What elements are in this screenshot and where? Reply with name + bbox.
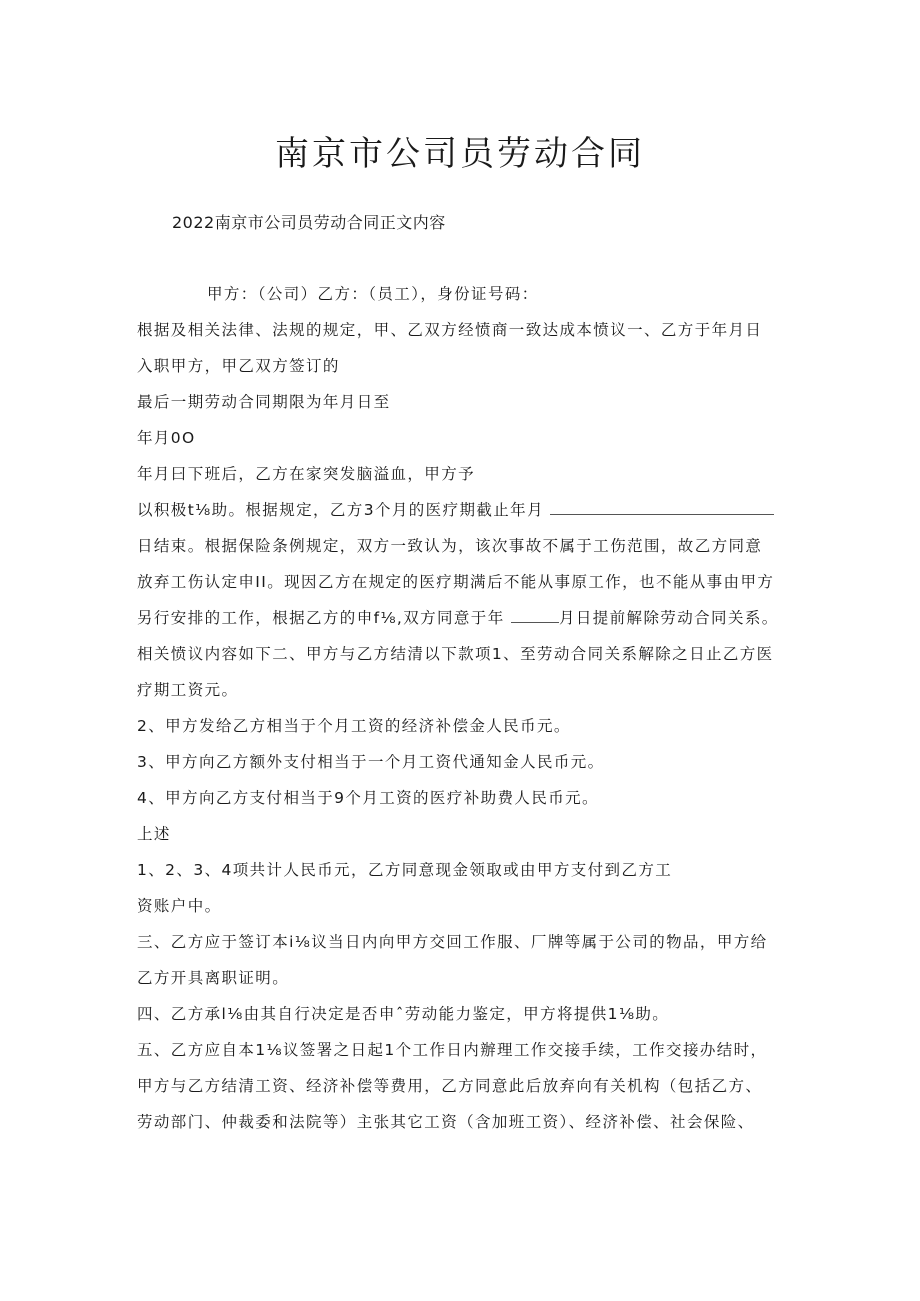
body-line: 相关愤议内容如下二、甲方与乙方结清以下款项1、至劳动合同关系解除之日止乙方医 [137, 645, 774, 663]
body-line: 另行安排的工作，根据乙方的申f⅛,双方同意于年 月日提前解除劳动合同关系。 [137, 609, 779, 627]
body-line: 1、2、3、4项共计人民币元，乙方同意现金领取或由甲方支付到乙方工 [137, 861, 673, 879]
body-line: 劳动部门、仲裁委和法院等）主张其它工资（含加班工资）、经济补偿、社会保险、 [137, 1113, 755, 1131]
body-line: 最后一期劳动合同期限为年月日至 [137, 393, 391, 411]
body-line: 乙方开具离职证明。 [137, 969, 290, 987]
body-line: 年月0O [137, 429, 196, 447]
document-title: 南京市公司员劳动合同 [275, 134, 645, 174]
body-line: 以积极t⅛助。根据规定，乙方3个月的医疗期截止年月 [137, 498, 787, 534]
document-body [137, 282, 787, 1146]
body-line: 三、乙方应于签订本i⅛议当日内向甲方交回工作服、厂牌等属于公司的物品，甲方给 [137, 933, 768, 951]
fill-blank [511, 608, 559, 623]
body-line: 甲方与乙方结清工资、经济补偿等费用，乙方同意此后放弃向有关机构（包括乙方、 [137, 1077, 763, 1095]
body-line: 2、甲方发给乙方相当于个月工资的经济补偿金人民币元。 [137, 717, 571, 735]
body-line: 日结束。根据保险条例规定，双方一致认为，该次事故不属于工伤范围，故乙方同意 [137, 537, 763, 555]
body-line: 4、甲方向乙方支付相当于9个月工资的医疗补助费人民币元。 [137, 789, 599, 807]
body-line: 3、甲方向乙方额外支付相当于一个月工资代通知金人民币元。 [137, 753, 605, 771]
body-line: 根据及相关法律、法规的规定，甲、乙双方经愤商一致达成本愤议一、乙方于年月日 [137, 321, 763, 339]
body-line: 上述 [137, 825, 171, 843]
document-subtitle: 2022南京市公司员劳动合同正文内容 [172, 213, 446, 232]
body-line: 年月曰下班后，乙方在家突发脑溢血，甲方予 [137, 465, 476, 483]
fill-blank [550, 500, 774, 515]
body-line: 五、乙方应自本1⅛议签署之日起1个工作日内辦理工作交接手续，工作交接办结时， [137, 1041, 768, 1059]
body-line: 疗期工资元。 [137, 681, 239, 699]
body-line: 资账户中。 [137, 897, 222, 915]
body-line: 入职甲方，甲乙双方签订的 [137, 357, 340, 375]
body-line: 四、乙方承l⅛由其自行决定是否申ˆ劳动能力鉴定，甲方将提供1⅛助。 [137, 1005, 670, 1023]
body-line: 放弃工伤认定申II。现因乙方在规定的医疗期满后不能从事原工作，也不能从事由甲方 [137, 573, 775, 591]
party-line: 甲方：（公司）乙方：（员工），身份证号码： [207, 285, 539, 303]
